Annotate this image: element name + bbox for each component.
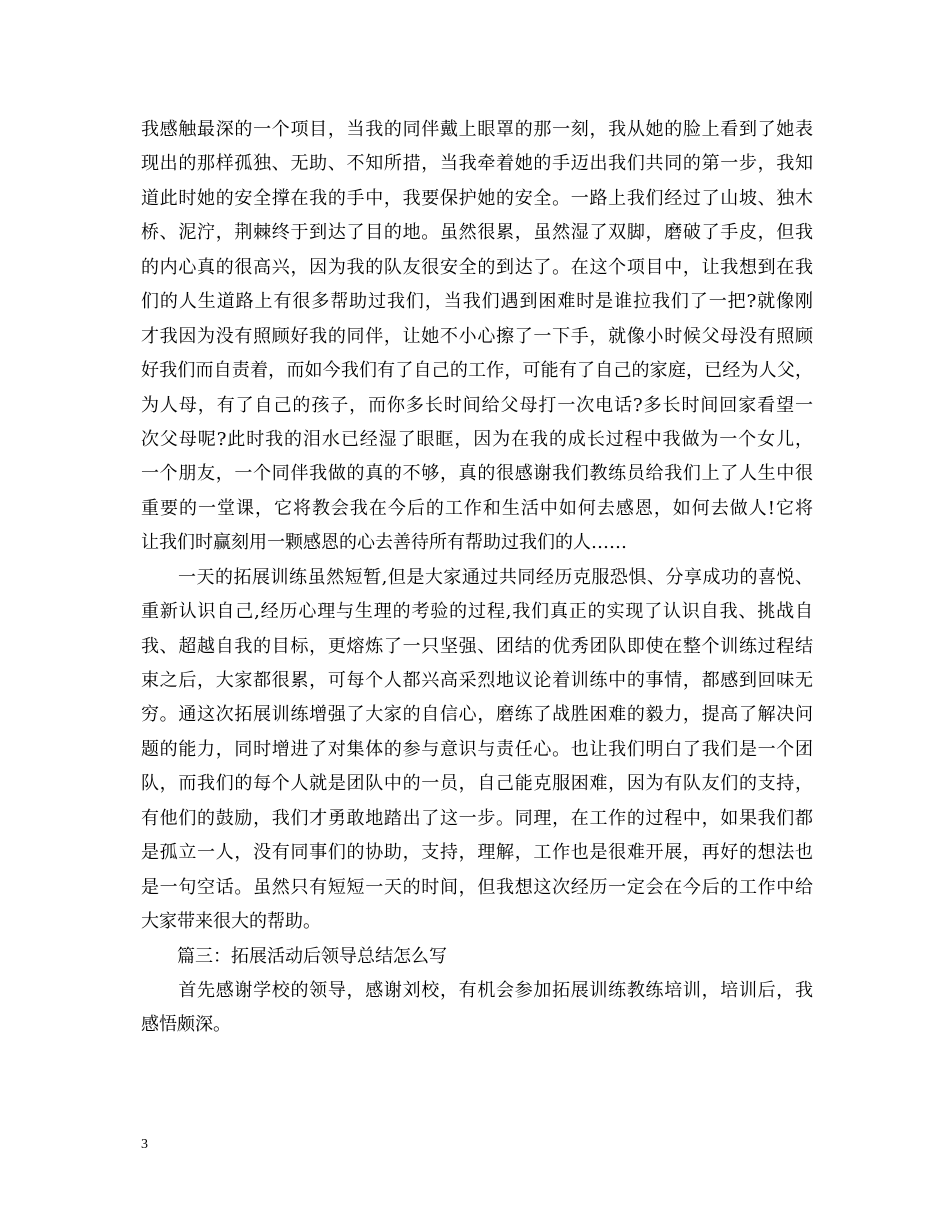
- section-heading: [141, 940, 813, 974]
- page-number: 3: [141, 1137, 148, 1152]
- text-line: 才我因为没有照顾好我的同伴，让她不小心擦了一下手，就像小时候父母没有照顾: [141, 325, 813, 347]
- text-line: 感悟颇深。: [141, 1014, 231, 1036]
- text-line: 队，而我们的每个人就是团队中的一员，自己能克服困难，因为有队友们的支持，: [141, 773, 813, 795]
- text-line: 为人母，有了自己的孩子，而你多长时间给父母打一次电话?多长时间回家看望一: [141, 394, 813, 416]
- body-text: [141, 113, 813, 1043]
- text-line: 重要的一堂课，它将教会我在今后的工作和生活中如何去感恩，如何去做人!它将: [141, 497, 813, 519]
- text-line: 重新认识自己,经历心理与生理的考验的过程,我们真正的实现了认识自我、挑战自: [141, 601, 813, 623]
- text-line: 首先感谢学校的领导，感谢刘校，有机会参加拓展训练教练培训，培训后，我: [141, 979, 813, 1001]
- text-line: 我感触最深的一个项目，当我的同伴戴上眼罩的那一刻，我从她的脸上看到了她表: [141, 119, 813, 140]
- text-line: 好我们而自责着，而如今我们有了自己的工作，可能有了自己的家庭，已经为人父，: [141, 360, 813, 382]
- text-line: 有他们的鼓励，我们才勇敢地踏出了这一步。同理，在工作的过程中，如果我们都: [141, 807, 813, 829]
- text-line: 次父母呢?此时我的泪水已经湿了眼眶，因为在我的成长过程中我做为一个女儿，: [141, 428, 813, 450]
- text-line: 是一句空话。虽然只有短短一天的时间，但我想这次经历一定会在今后的工作中给: [141, 876, 813, 898]
- text-line: 桥、泥泞，荆棘终于到达了目的地。虽然很累，虽然湿了双脚，磨破了手皮，但我: [141, 222, 813, 244]
- text-line: 大家带来很大的帮助。: [141, 911, 321, 933]
- text-line: 题的能力，同时增进了对集体的参与意识与责任心。也让我们明白了我们是一个团: [141, 738, 813, 760]
- paragraph-thanks: [141, 974, 813, 1043]
- text-line: 一个朋友，一个同伴我做的真的不够，真的很感谢我们教练员给我们上了人生中很: [141, 463, 813, 485]
- text-line: 我、超越自我的目标，更熔炼了一只坚强、团结的优秀团队即使在整个训练过程结: [141, 635, 813, 657]
- text-line: 让我们时赢刻用一颗感恩的心去善待所有帮助过我们的人……: [141, 532, 627, 554]
- paragraph-project-experience: [141, 113, 813, 561]
- text-line: 穷。通这次拓展训练增强了大家的自信心，磨练了战胜困难的毅力，提高了解决问: [141, 704, 813, 726]
- text-line: 束之后，大家都很累，可每个人都兴高采烈地议论着训练中的事情，都感到回味无: [141, 670, 813, 691]
- text-line: 道此时她的安全撑在我的手中，我要保护她的安全。一路上我们经过了山坡、独木: [141, 187, 813, 209]
- text-line: 们的人生道路上有很多帮助过我们，当我们遇到困难时是谁拉我们了一把?就像刚: [141, 291, 813, 313]
- text-line: 的内心真的很高兴，因为我的队友很安全的到达了。在这个项目中，让我想到在我: [141, 256, 813, 278]
- text-line: 一天的拓展训练虽然短暂,但是大家通过共同经历克服恐惧、分享成功的喜悦、: [141, 566, 813, 588]
- paragraph-training-summary: [141, 561, 813, 940]
- section-heading-line: 篇三：拓展活动后领导总结怎么写: [141, 945, 447, 967]
- text-line: 现出的那样孤独、无助、不知所措，当我牵着她的手迈出我们共同的第一步，我知: [141, 153, 813, 175]
- text-line: 是孤立一人，没有同事们的协助，支持，理解，工作也是很难开展，再好的想法也: [141, 842, 813, 864]
